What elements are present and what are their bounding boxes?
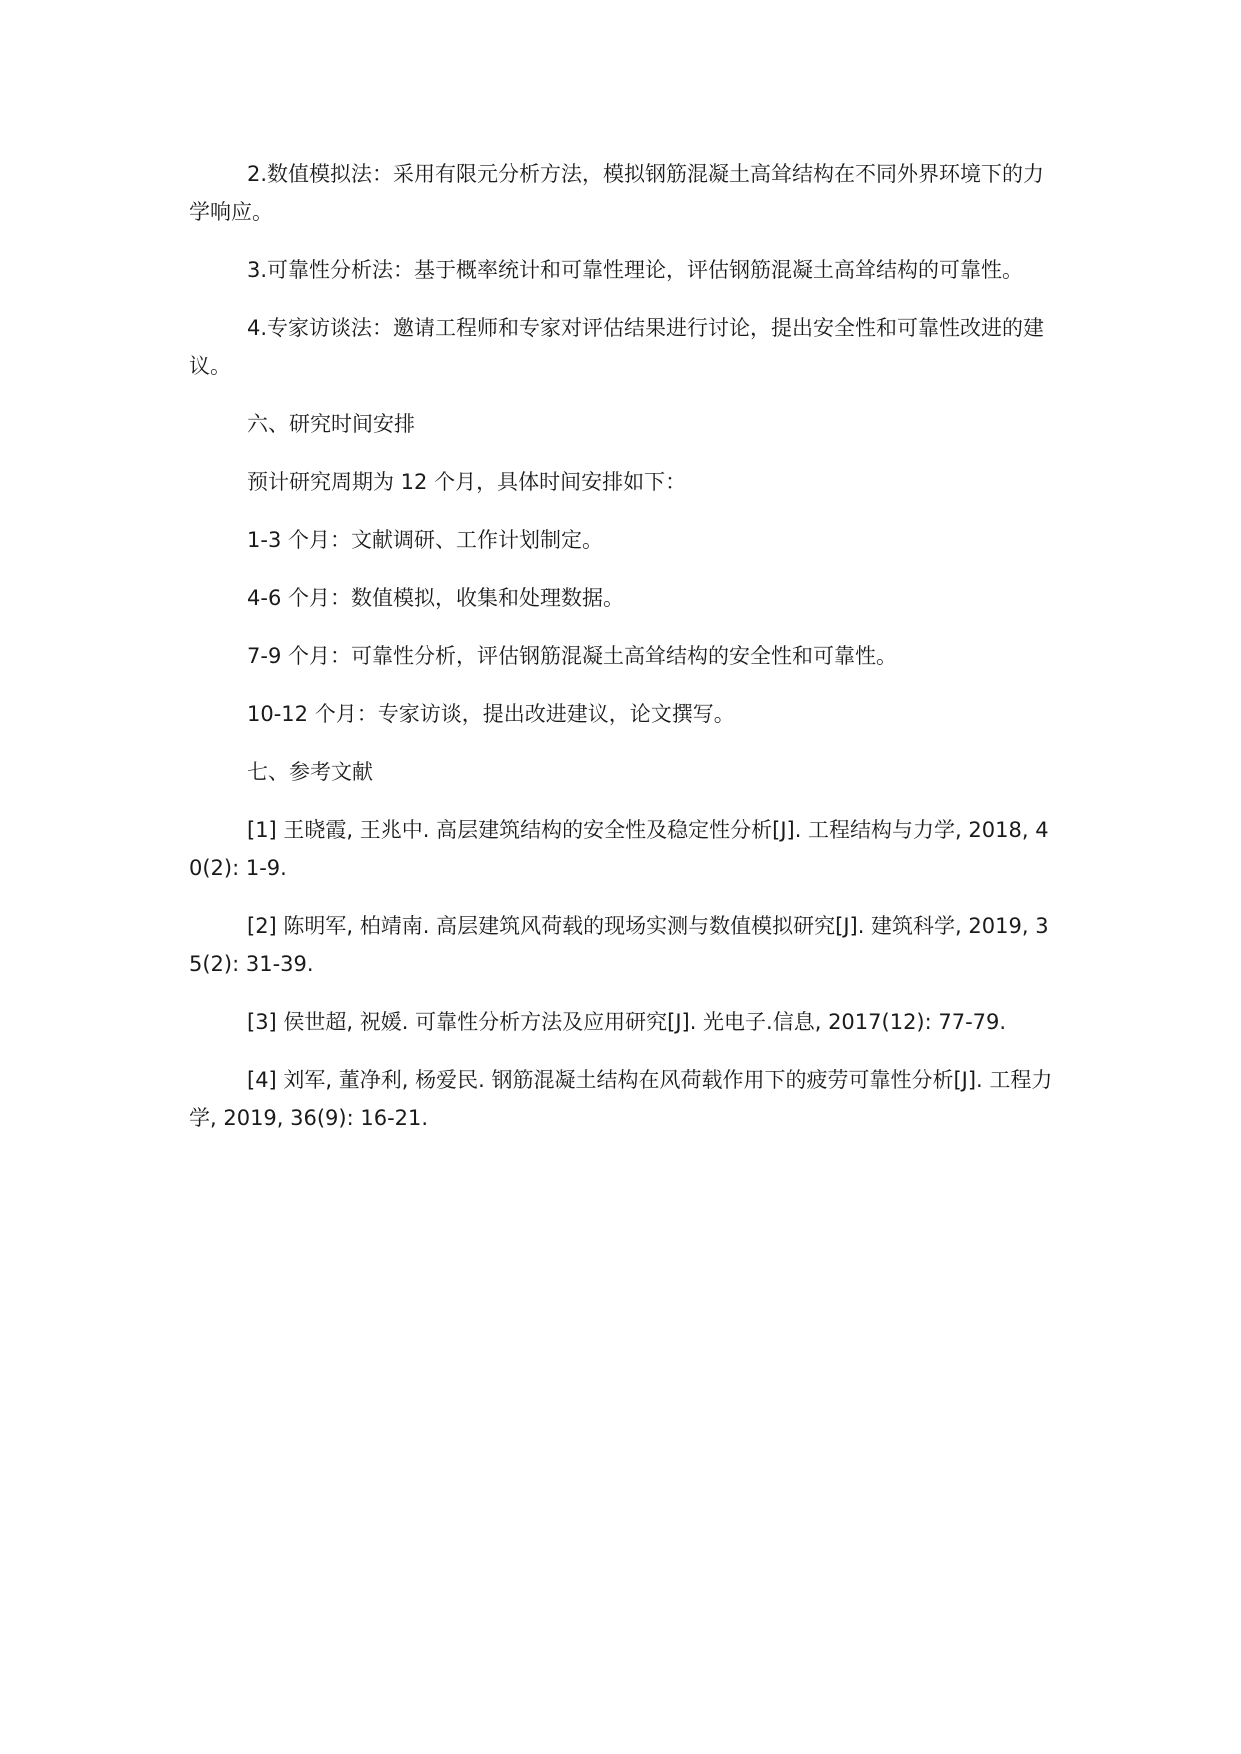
reference-item: [1] 王晓霞, 王兆中. 高层建筑结构的安全性及稳定性分析[J]. 工程结构与力学, 2018, 40(2): 1-9.	[189, 818, 1049, 880]
schedule-phase: 1-3 个月：文献调研、工作计划制定。	[247, 528, 603, 552]
schedule-phase: 10-12 个月：专家访谈，提出改进建议，论文撰写。	[247, 702, 735, 726]
method-reliability-analysis: 3.可靠性分析法：基于概率统计和可靠性理论，评估钢筋混凝土高耸结构的可靠性。	[247, 258, 1024, 282]
reference-item: [2] 陈明军, 柏靖南. 高层建筑风荷载的现场实测与数值模拟研究[J]. 建筑科学, 2019, 35(2): 31-39.	[189, 914, 1049, 976]
schedule-intro: 预计研究周期为 12 个月，具体时间安排如下：	[247, 470, 687, 494]
reference-item: [4] 刘军, 董净利, 杨爱民. 钢筋混凝土结构在风荷载作用下的疲劳可靠性分析[J]. 工程力学, 2019, 36(9): 16-21.	[189, 1068, 1053, 1130]
document-body	[189, 155, 1054, 1157]
schedule-phase: 7-9 个月：可靠性分析，评估钢筋混凝土高耸结构的安全性和可靠性。	[247, 644, 897, 668]
section-heading-schedule: 六、研究时间安排	[247, 412, 415, 436]
method-numerical-simulation: 2.数值模拟法：采用有限元分析方法，模拟钢筋混凝土高耸结构在不同外界环境下的力学响应。	[189, 162, 1045, 224]
reference-item: [3] 侯世超, 祝媛. 可靠性分析方法及应用研究[J]. 光电子.信息, 2017(12): 77-79.	[247, 1010, 1007, 1034]
method-expert-interview: 4.专家访谈法：邀请工程师和专家对评估结果进行讨论，提出安全性和可靠性改进的建议。	[189, 316, 1045, 378]
schedule-phase: 4-6 个月：数值模拟，收集和处理数据。	[247, 586, 624, 610]
section-heading-references: 七、参考文献	[247, 760, 373, 784]
